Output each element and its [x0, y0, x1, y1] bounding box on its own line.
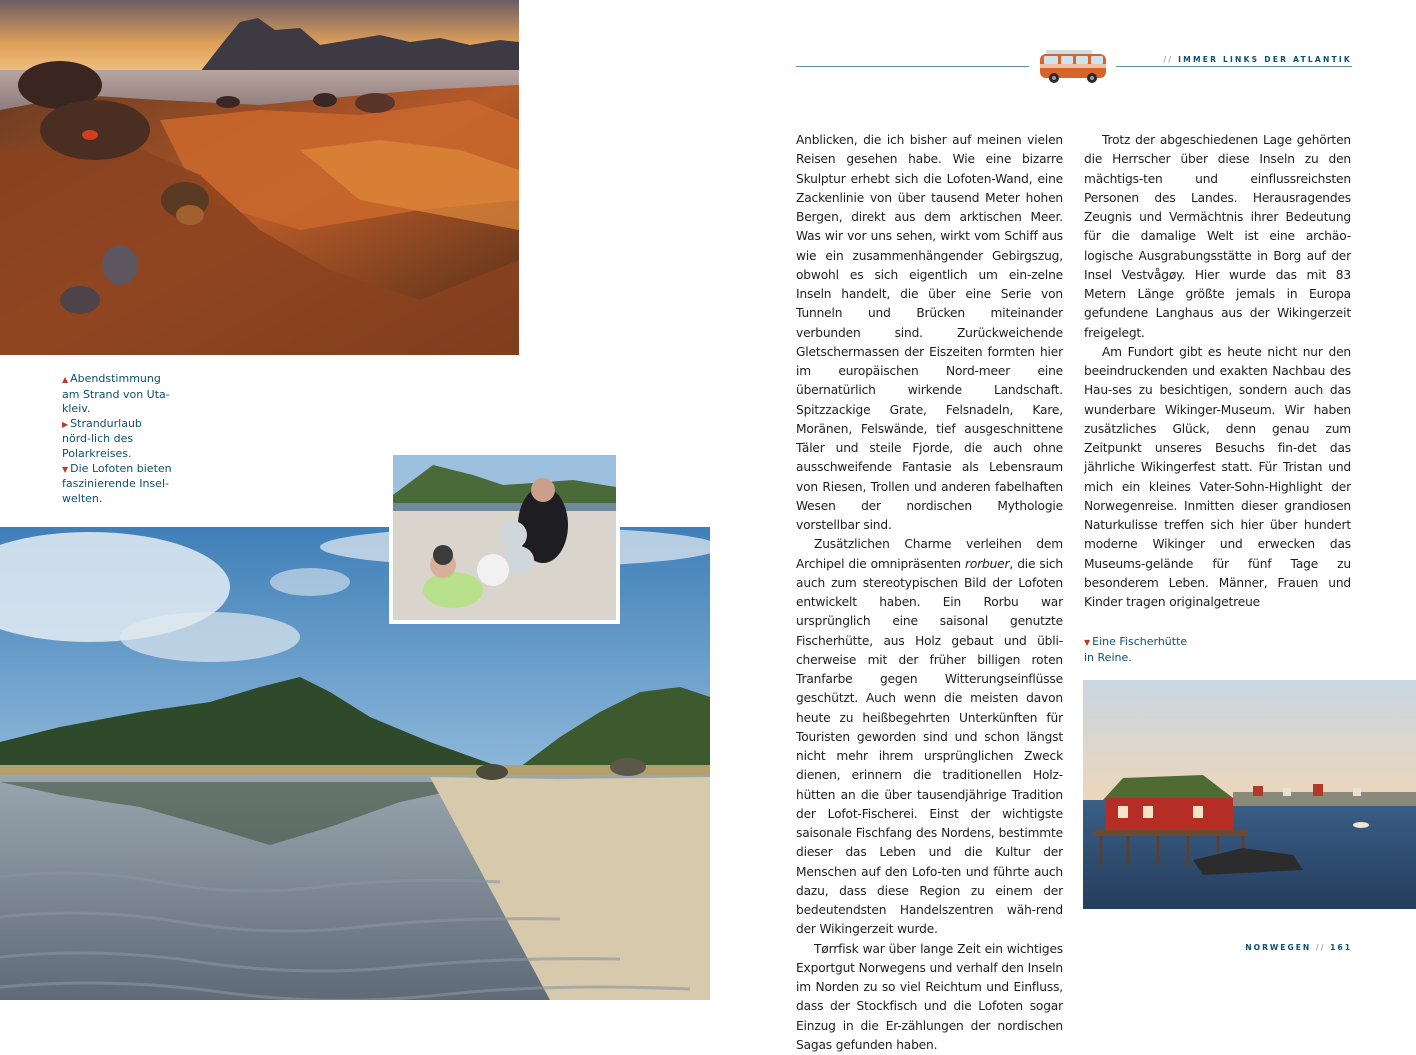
text-column-2: [1084, 131, 1351, 612]
triangle-down-icon: ▼: [1084, 638, 1090, 647]
text-span: , die sich auch zum stereotypischen Bild der Lofoten entwickelt haben. Ein Rorbu war ursprünglich eine saisonal genutzte Fischerhütte, aus Holz gebaut und übli-cherweise mit der früher billigen roten Tranfarbe gegen Witterungseinflüsse geschützt. Auch wenn die meisten davon heute zu heißbegehrten Unterkünften für Touristen geworden sind und schon längst nicht mehr ihrem ursprünglichen Zweck dienen, erinnern die traditionellen Holz-hütten an die über tausendjährige Tradition der Lofot-Fischerei. Einst der wichtigste saisonale Fischfang des Nordens, bestimmte dieser das Leben und die Kultur der Menschen auf den Lofo-ten und führte auch dazu, dass diese Region zu einem der bedeutendsten Handelszentren wäh-rend der Wikingerzeit wurde.: [796, 557, 1063, 937]
paragraph: Tørrfisk war über lange Zeit ein wichtiges Exportgut Norwegens und verhalf den Inseln im Norden zu so viel Reichtum und Einfluss, dass der Stockfisch und die Lofoten sogar Einzug in die Er-zählungen der nordischen Sagas gefunden haben.: [796, 940, 1063, 1055]
photo-red-fisherman-hut: [1083, 680, 1416, 909]
photo-sunset-rocky-beach: [0, 0, 519, 355]
triangle-up-icon: ▲: [62, 375, 68, 384]
caption-text: Abendstimmung am Strand von Uta-kleiv.: [62, 372, 170, 415]
header-rule-right: [1116, 66, 1352, 67]
separator: //: [1163, 55, 1173, 64]
paragraph: Am Fundort gibt es heute nicht nur den beeindruckenden und exakten Nachbau des Hau-ses zu besichtigen, sondern auch das wunderbare Wikinger-Museum. Wir haben zusätzliches Glück, denn genau zum Zeitpunkt unseres Besuchs fin-det das jährliche Wikingerfest statt. Für Tristan und mich ein kleines Vater-Sohn-Highlight der Norwegenreise. Inmitten dieser grandiosen Naturkulisse treffen sich hier über hundert moderne Wikinger und erwecken das Museums-gelände für fünf Tage zu besonderem Leben. Männer, Frauen und Kinder tragen originalgetreue: [1084, 343, 1351, 613]
caption-item: [62, 417, 172, 462]
triangle-right-icon: ▶: [62, 420, 68, 429]
running-title: [1163, 55, 1352, 64]
triangle-down-icon: ▼: [62, 465, 68, 474]
caption-item: [1084, 635, 1194, 665]
caption-left: [62, 372, 172, 506]
caption-right: [1084, 635, 1194, 665]
text-column-1: [796, 131, 1063, 1055]
running-title-text: IMMER LINKS DER ATLANTIK: [1178, 55, 1352, 64]
header-rule-left: [796, 66, 1029, 67]
section-name: NORWEGEN: [1245, 943, 1311, 952]
emphasis-text: rorbuer: [965, 557, 1009, 571]
caption-text: Eine Fischerhütte in Reine.: [1084, 635, 1187, 664]
paragraph: Anblicken, die ich bisher auf meinen vielen Reisen gesehen habe. Wie eine bizarre Skulptur erhebt sich die Lofoten-Wand, eine Zackenlinie von über tausend Meter hohen Bergen, direkt aus dem arktischen Meer. Was wir vor uns sehen, wirkt vom Schiff aus wie ein zusammenhängender Gebirgszug, obwohl es sich eigentlich um ein-zelne Inseln handelt, die über eine Serie von Tunneln und Brücken miteinander verbunden sind. Zurückweichende Gletschermassen der Eiszeiten formten hier im europäischen Nord-meer eine übernatürlich wirkende Landschaft. Spitzzackige Grate, Felsnadeln, Kare, Moränen, Felswände, tief ausgeschnittene Täler und steile Fjorde, die auch ohne ausschweifende Fantasie als Lebensraum von Riesen, Trollen und anderen fabelhaften Wesen der nordischen Mythologie vorstellbar sind.: [796, 131, 1063, 535]
text-span: Zusätzlichen Charme verleihen dem Archipel die omnipräsenten: [796, 537, 1063, 570]
caption-text: Die Lofoten bieten faszinierende Insel-welten.: [62, 462, 172, 505]
camper-van-icon: [1036, 44, 1110, 84]
caption-item: [62, 462, 172, 507]
paragraph: [796, 535, 1063, 939]
caption-item: [62, 372, 172, 417]
page-folio: [1245, 943, 1352, 952]
paragraph: Trotz der abgeschiedenen Lage gehörten die Herrscher über diese Inseln zu den mächtigs-ten und einflussreichsten Personen des Landes. Herausragendes Zeugnis und Vermächtnis ihrer Bedeutung für die damalige Welt ist eine archäo-logische Ausgrabungsstätte in Borg auf der Insel Vestvågøy. Hier wurde das mit 83 Metern Länge größte jemals in Europa gefundene Langhaus aus der Wikingerzeit freigelegt.: [1084, 131, 1351, 343]
page-number: 161: [1330, 943, 1352, 952]
photo-family-beach: [389, 451, 620, 624]
separator: //: [1316, 943, 1326, 952]
caption-text: Strandurlaub nörd-lich des Polarkreises.: [62, 417, 142, 460]
